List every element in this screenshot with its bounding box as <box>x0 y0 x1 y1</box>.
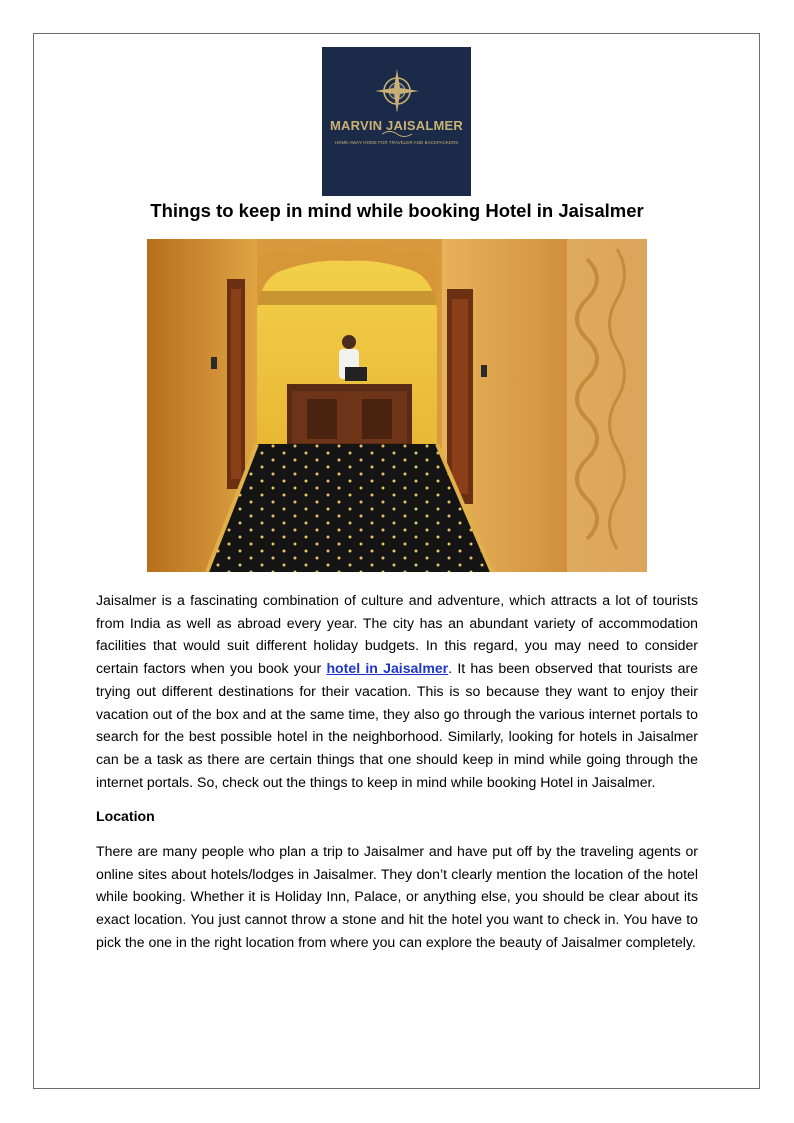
intro-paragraph <box>96 589 698 793</box>
page-title: Things to keep in mind while booking Hotel in Jaisalmer <box>150 200 644 221</box>
logo-tagline: HOME AWAY HOME FOR TRAVELER AND BACKPACKERS <box>334 140 459 145</box>
brand-logo <box>322 47 471 196</box>
section-heading-location: Location <box>96 808 155 825</box>
section-body-location: There are many people who plan a trip to Jaisalmer and have put off by the traveling agents or online sites about hotels/lodges in Jaisalmer. They don’t clearly mention the location of the hotel while booking. Whether it is Holiday Inn, Palace, or anything else, you should be clear about its exact location. You just cannot throw a stone and hit the hotel you want to check in. You have to pick the one in the right location from where you can explore the beauty of Jaisalmer completely. <box>96 843 698 950</box>
article-body <box>96 589 698 954</box>
intro-text-before-link: Jaisalmer is a fascinating combination of culture and adventure, which attracts a lot of tourists from India as well as abroad every year. The city has an abundant variety of accommodation facilities that would suit different holiday budgets. In this regard, you may need to consider certain factors when you book your <box>96 592 698 677</box>
hotel-lobby-photo <box>147 239 647 572</box>
hotel-in-jaisalmer-link[interactable]: hotel in Jaisalmer <box>326 660 449 677</box>
logo-wordmark: MARVIN JAISALMER <box>330 118 463 133</box>
intro-text-after-link: . It has been observed that tourists are trying out different destinations for their vacation. This is so because they want to enjoy their vacation out of the box and at the same time, they also go through the various internet portals to search for the best possible hotel in the neighborhood. Similarly, looking for hotels in Jaisalmer can be a task as there are certain things that one should keep in mind while going through the internet portals. So, check out the things to keep in mind while booking Hotel in Jaisalmer. <box>96 660 698 790</box>
